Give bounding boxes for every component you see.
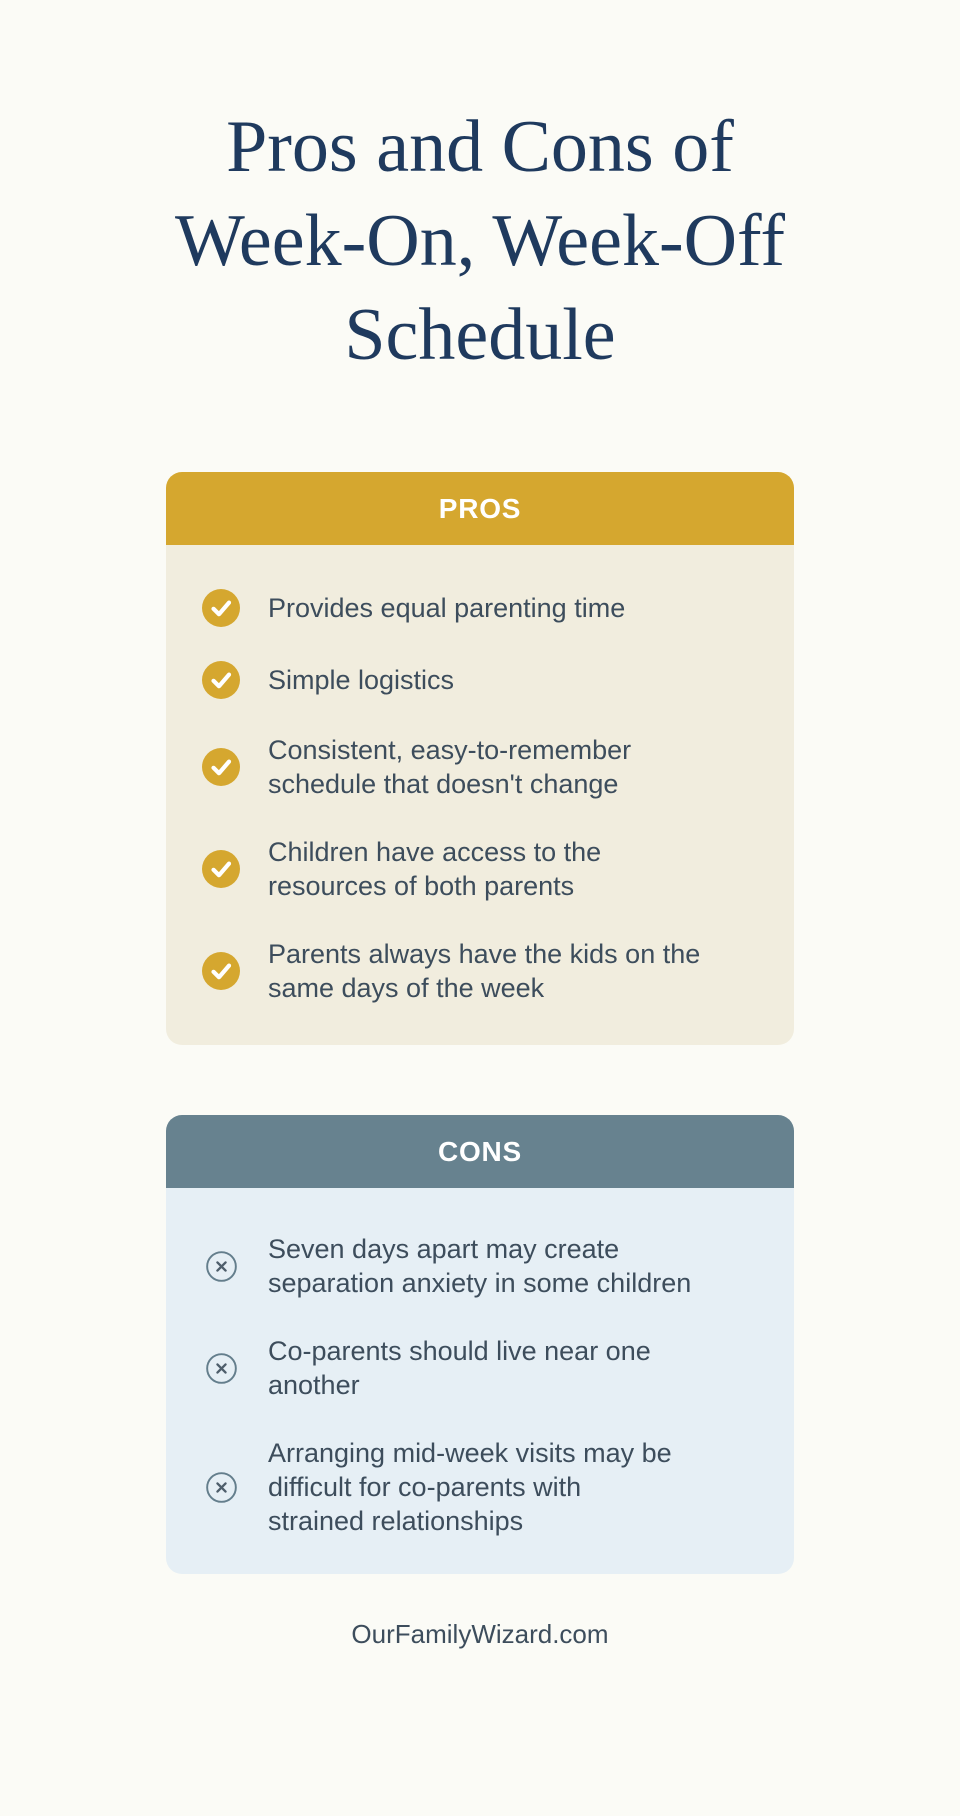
list-item [202,937,758,1005]
pros-list [166,545,794,1045]
item-text [268,1436,672,1538]
list-item [202,661,758,699]
item-text-line: strained relationships [268,1506,524,1536]
item-text-line: Seven days apart may create [268,1234,620,1264]
x-icon [202,1251,240,1282]
item-text [268,733,631,801]
list-item [202,733,758,801]
item-text-line: Co-parents should live near one [268,1336,651,1366]
item-text [268,835,601,903]
item-text-line: another [268,1370,360,1400]
item-text-line: Parents always have the kids on the [268,939,701,969]
title-line: Week-On, Week-Off [175,200,785,282]
item-text-line: Provides equal parenting time [268,593,626,623]
cons-header [166,1115,794,1188]
cons-card [166,1115,794,1574]
title-line: Schedule [344,294,616,376]
item-text-line: resources of both parents [268,871,575,901]
item-text-line: Simple logistics [268,665,455,695]
check-icon [202,850,240,888]
item-text-line: difficult for co-parents with [268,1472,582,1502]
check-icon [202,748,240,786]
item-text [268,937,700,1005]
list-item [202,1334,758,1402]
list-item [202,1232,758,1300]
item-text-line: schedule that doesn't change [268,769,619,799]
title-line: Pros and Cons of [226,106,734,188]
check-icon [202,589,240,627]
item-text [268,663,454,697]
pros-header-label: PROS [438,492,522,524]
item-text-line: Arranging mid-week visits may be [268,1438,672,1468]
list-item [202,835,758,903]
footer-text: OurFamilyWizard.com [351,1619,609,1649]
x-icon [202,1472,240,1503]
item-text [268,1232,691,1300]
cons-list [166,1188,794,1574]
page-title [50,100,910,382]
item-text [268,591,625,625]
check-icon [202,661,240,699]
pros-header [166,472,794,545]
item-text-line: separation anxiety in some children [268,1268,692,1298]
list-item [202,1436,758,1538]
item-text-line: Consistent, easy-to-remember [268,735,632,765]
list-item [202,589,758,627]
item-text-line: Children have access to the [268,837,602,867]
pros-card [166,472,794,1045]
item-text-line: same days of the week [268,973,545,1003]
check-icon [202,952,240,990]
item-text [268,1334,651,1402]
x-icon [202,1353,240,1384]
cons-header-label: CONS [437,1135,523,1167]
